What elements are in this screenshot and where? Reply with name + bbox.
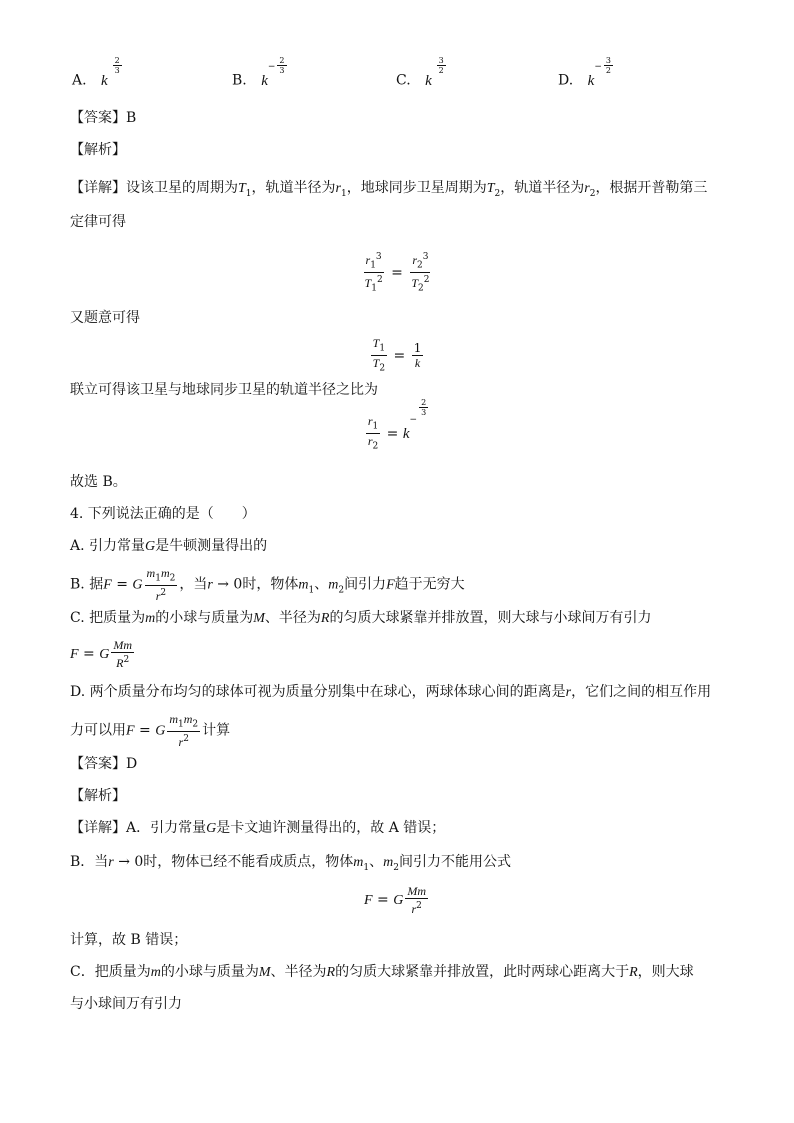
q4-detail-a: 【详解】A．引力常量G是卡文迪许测量得出的，故 A 错误； xyxy=(70,820,446,836)
q3-answer: 【答案】B xyxy=(70,110,137,126)
q4-stem: 4. 下列说法正确的是（ ） xyxy=(70,506,256,522)
q4-analysis-label: 【解析】 xyxy=(70,788,126,804)
q4-detail-b-end: 计算，故 B 错误； xyxy=(70,932,188,948)
q3-combine: 联立可得该卫星与地球同步卫星的轨道半径之比为 xyxy=(70,382,378,398)
q4-option-d-line2: 力可以用F = G $\frac{m_1m_2}{r^2}$ 计算 xyxy=(70,712,231,750)
option-c: C. k $^{\frac{3}{2}}$ xyxy=(396,56,444,89)
formula-radius-ratio: $\frac{r_1}{r_2}$ = $k^{- \frac{2}{3}}$ xyxy=(367,398,427,452)
formula-kepler: $\frac{r_1^3}{T_1^2}$ = $\frac{r_2^3}{T_2^2}$ xyxy=(364,252,430,294)
option-d: D. $k^{- \frac{3}{2}}$ xyxy=(558,56,611,89)
q4-option-a: A. 引力常量G是牛顿测量得出的 xyxy=(70,538,268,554)
q4-detail-b: B．当r → 0时，物体已经不能看成质点，物体$m_1$、$m_2$间引力不能用公式 xyxy=(70,854,512,873)
q3-detail-line1: 【详解】设该卫星的周期为$T_1$，轨道半径为$r_1$，地球同步卫星周期为$T_2$，轨道半径为$r_2$，根据开普勒第三 xyxy=(70,180,708,199)
q4-option-d: D. 两个质量分布均匀的球体可视为质量分别集中在球心，两球体球心间的距离是r，它们之间的相互作用 xyxy=(70,684,712,700)
q3-analysis-label: 【解析】 xyxy=(70,142,126,158)
q3-detail-line2: 定律可得 xyxy=(70,214,126,230)
q3-conclusion: 故选 B。 xyxy=(70,474,127,490)
q4-option-b: B. 据F = G $\frac{m_1m_2}{r^2}$ ，当r → 0时，物体$m_1$、$m_2$间引力F趋于无穷大 xyxy=(70,566,465,604)
option-a: A. k $^{\frac{2}{3}}$ xyxy=(72,56,120,89)
q4-answer: 【答案】D xyxy=(70,756,138,772)
q3-also: 又题意可得 xyxy=(70,310,140,326)
formula-period-ratio: $\frac{T_1}{T_2}$ = $\frac{1}{k}$ xyxy=(372,336,422,374)
q4-detail-c-line2: 与小球间万有引力 xyxy=(70,996,182,1012)
formula-gravity: F = G $\frac{Mm}{r^2}$ xyxy=(364,884,426,916)
q4-option-c-formula: F = G $\frac{Mm}{R^2}$ xyxy=(70,638,132,670)
q4-option-c: C. 把质量为m的小球与质量为M、半径为R的匀质大球紧靠并排放置，则大球与小球间万有引力 xyxy=(70,610,652,626)
option-b: B. $k^{- \frac{2}{3}}$ xyxy=(232,56,285,89)
q4-detail-c: C．把质量为m的小球与质量为M、半径为R的匀质大球紧靠并排放置，此时两球心距离大于R，则大球 xyxy=(70,964,694,980)
